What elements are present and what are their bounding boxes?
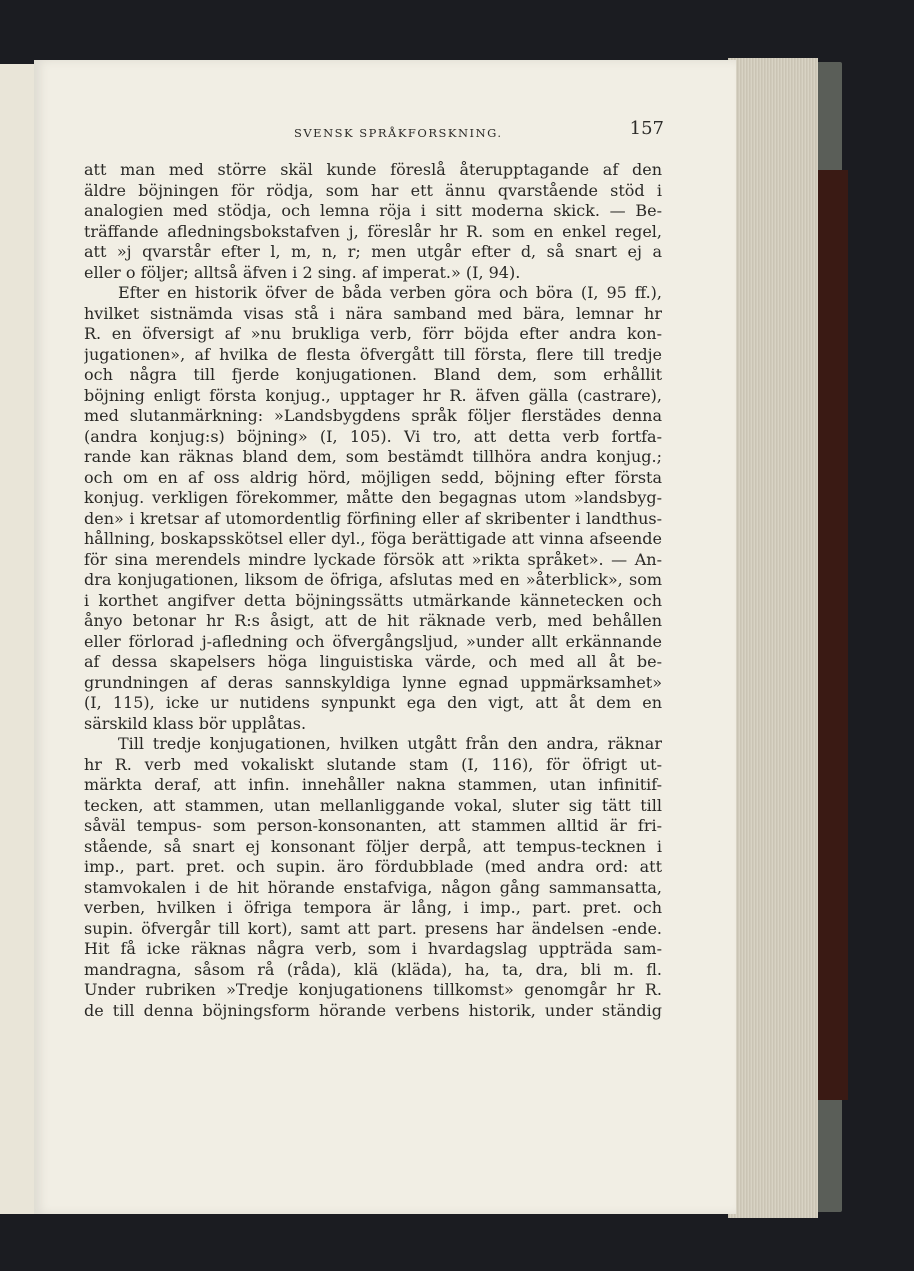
text-line: (andra konjug:s) böjning» (I, 105). Vi tro, att detta verb fortfa-: [84, 426, 662, 446]
text-line: jugationen», af hvilka de flesta öfvergått till första, flere till tredje: [84, 344, 662, 364]
text-line: träffande afledningsbokstafven j, föreslår hr R. som en enkel regel,: [84, 221, 662, 241]
body-text: [84, 160, 662, 1021]
text-line: verben, hvilken i öfriga tempora är lång, i imp., part. pret. och: [84, 898, 662, 917]
text-line: hvilket sistnämda visas stå i nära samband med bära, lemnar hr: [84, 303, 662, 323]
text-line: äldre böjningen för rödja, som har ett ännu qvarstående stöd i: [84, 180, 662, 200]
text-line: tecken, att stammen, utan mellanliggande vokal, sluter sig tätt till: [84, 795, 662, 815]
text-line: och om en af oss aldrig hörd, möjligen sedd, böjning efter första: [84, 467, 662, 487]
text-line: och några till fjerde konjugationen. Bland dem, som erhållit: [84, 365, 662, 384]
text-line: rande kan räknas bland dem, som bestämdt tillhöra andra konjug.;: [84, 447, 662, 466]
text-line: grundningen af deras sannskyldiga lynne egnad uppmärksamhet»: [84, 672, 662, 692]
text-line: imp., part. pret. och supin. äro fördubblade (med andra ord: att: [84, 857, 662, 876]
text-line: märkta deraf, att infin. innehåller nakna stammen, utan infinitif-: [84, 775, 662, 794]
text-line: såväl tempus- som person-konsonanten, att stammen alltid är fri-: [84, 816, 662, 835]
text-line: för sina merendels mindre lyckade försök att »rikta språket». — An-: [84, 549, 662, 569]
text-line: särskild klass bör upplåtas.: [84, 713, 307, 733]
text-line: de till denna böjningsform hörande verbens historik, under ständig: [84, 1000, 662, 1020]
running-title: SVENSK SPRÅKFORSKNING.: [294, 126, 503, 140]
text-line: af dessa skapelsers höga linguistiska värde, och med all åt be-: [84, 652, 662, 671]
text-line: Hit få icke räknas några verb, som i hvardagslag uppträda sam-: [84, 939, 662, 958]
text-line: böjning enligt första konjug., upptager hr R. äfven gälla (castrare),: [84, 385, 662, 405]
text-line: (I, 115), icke ur nutidens synpunkt ega den vigt, att åt dem en: [84, 693, 662, 712]
page-block-edge: [728, 58, 818, 1218]
text-line: hr R. verb med vokaliskt slutande stam (I, 116), för öfrigt ut-: [84, 754, 662, 774]
text-line: Efter en historik öfver de båda verben göra och böra (I, 95 ff.),: [118, 283, 662, 302]
text-line: supin. öfvergår till kort), samt att part. presens har ändelsen -ende.: [84, 918, 662, 938]
text-line: med slutanmärkning: »Landsbygdens språk följer flerstädes denna: [84, 406, 662, 425]
text-line: stående, så snart ej konsonant följer derpå, att tempus-tecknen i: [84, 836, 662, 856]
text-line: eller förlorad j-afledning och öfvergångsljud, »under allt erkännande: [84, 631, 662, 651]
text-line: eller o följer; alltså äfven i 2 sing. af imperat.» (I, 94).: [84, 262, 521, 282]
text-line: ånyo betonar hr R:s åsigt, att de hit räknade verb, med behållen: [84, 611, 662, 630]
text-line: konjug. verkligen förekommer, måtte den begagnas utom »landsbyg-: [84, 488, 662, 507]
text-line: i korthet angifver detta böjningssätts utmärkande kännetecken och: [84, 590, 662, 610]
text-line: Till tredje konjugationen, hvilken utgått från den andra, räknar: [118, 734, 662, 753]
running-header: [294, 118, 664, 146]
text-line: dra konjugationen, liksom de öfriga, afslutas med en »återblick», som: [84, 570, 662, 589]
text-line: hållning, boskapsskötsel eller dyl., föga berättigade att vinna afseende: [84, 529, 662, 548]
text-line: mandragna, såsom rå (råda), klä (kläda), ha, ta, dra, bli m. fl.: [84, 959, 662, 979]
text-line: att »j qvarstår efter l, m, n, r; men utgår efter d, så snart ej a: [84, 242, 662, 261]
book-page: [34, 60, 736, 1214]
page-number: 157: [629, 118, 664, 139]
text-line: analogien med stödja, och lemna röja i sitt moderna skick. — Be-: [84, 201, 662, 220]
text-line: den» i kretsar af utomordentlig förfining eller af skribenter i landthus-: [84, 508, 662, 528]
text-line: Under rubriken »Tredje konjugationens tillkomst» genomgår hr R.: [84, 980, 662, 999]
text-line: stamvokalen i de hit hörande enstafviga, någon gång sammansatta,: [84, 877, 662, 897]
text-line: att man med större skäl kunde föreslå återupptagande af den: [84, 160, 662, 179]
text-line: R. en öfversigt af »nu brukliga verb, förr böjda efter andra kon-: [84, 324, 662, 343]
